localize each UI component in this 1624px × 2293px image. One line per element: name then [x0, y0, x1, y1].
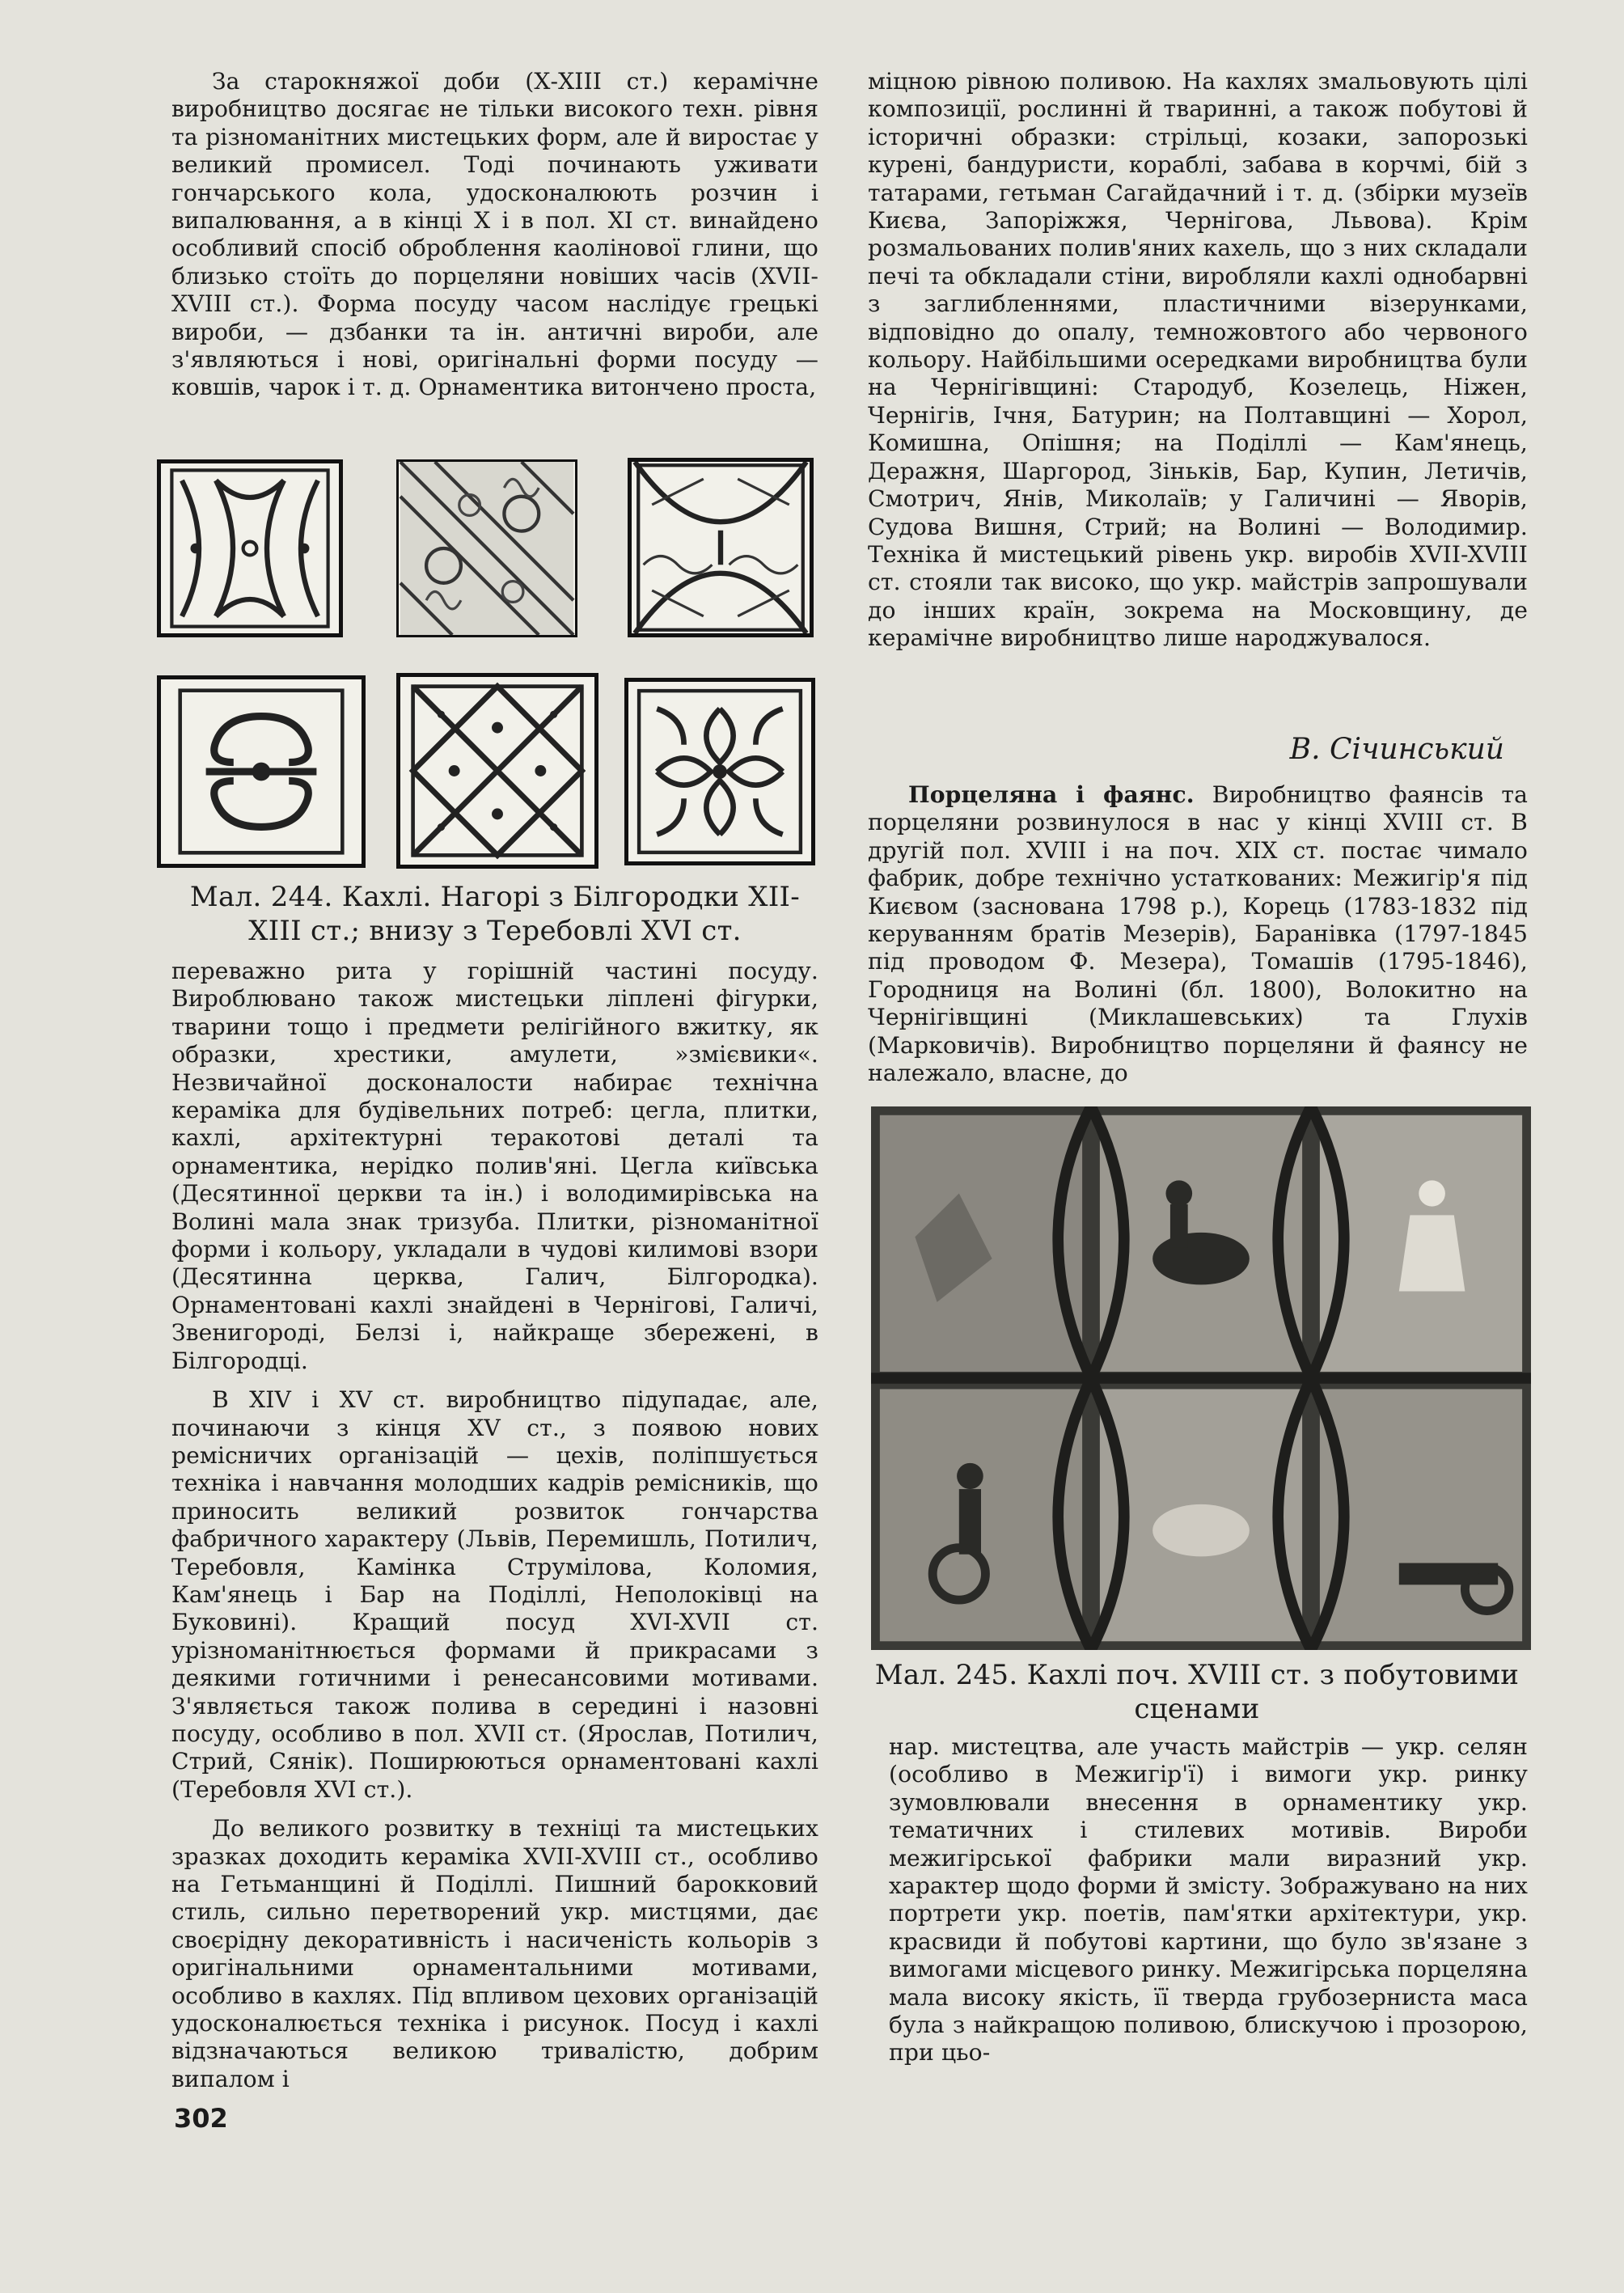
right-column-middle: [868, 781, 1528, 1087]
section-heading-porcelain: Порцеляна і фаянс.: [908, 781, 1195, 808]
tile-belgorodka-2: [396, 459, 577, 637]
paragraph-right-2: [868, 781, 1528, 1087]
tile-terebovlia-2: [396, 673, 598, 869]
tile-ornament-floral-rosette: [628, 682, 811, 861]
tile-belgorodka-1: [157, 459, 343, 637]
figure-245-photo: [871, 1106, 1531, 1650]
tile-belgorodka-3: [628, 458, 814, 637]
tile-ornament-arches: [161, 463, 339, 633]
right-column-top: [868, 68, 1528, 653]
tile-ornament-scroll-cross: [161, 679, 362, 864]
paragraph-right-1: міцною рівною поливою. На кахлях змальовують цілі композиції, рослинні й тваринні, а також побутові й історичні образки: стрільці, козаки, запорозькі курені, бандуристи, кораблі, забава в корчмі, бій з татарами, гетьман Сагайдачний і т. д. (збірки музеїв Києва, Запоріжжя, Чернігова, Львова). Крім розмальованих полив'яних кахель, що з них складали печі та обкладали стіни, виробляли кахлі однобарвні з заглибленнями, пластичними візерунками, відповідно до опалу, темножовтого або червоного кольору. Найбільшими осередками виробництва були на Чернігівщині: Стародуб, Козелець, Ніжен, Чернігів, Ічня, Батурин; на Полтавщині — Хорол, Комишна, Опішня; на Поділлі — Кам'янець, Деражня, Шаргород, Зіньків, Бар, Купин, Летичів, Смотрич, Янів, Миколаїв; у Галичині — Яворів, Судова Вишня, Стрий; на Волині — Володимир. Техніка й мистецький рівень укр. виробів XVII-XVIII ст. стояли так високо, що укр. майстрів запрошували до інших країн, зокрема на Московщину, де керамічне виробництво лише народжувалося.: [868, 68, 1528, 652]
tile-terebovlia-1: [157, 675, 366, 868]
tile-ornament-fan: [632, 462, 810, 633]
paragraph-right-3: нар. мистецтва, але участь майстрів — укр. селян (особливо в Межигір'ї) і вимоги укр. ринку зумовлювали внесення в орнаментику укр. тематичних і стилевих мотивів. Вироби межигірської фабрики мали виразний укр. характер щодо форми й змісту. Зображувано на них портрети укр. поетів, пам'ятки архітектури, укр. красвиди й побутові картини, що було зв'язане з вимогами місцевого ринку. Межигірська порцеляна мала високу якість, її тверда грубозерниста маса була з найкращою поливою, блискучою і прозорою, при цьо-: [889, 1733, 1528, 2067]
paragraph-left-4: До великого розвитку в техніці та мистецьких зразках доходить кераміка XVII-XVIII ст., особливо на Гетьманщині й Поділлі. Пишний барокковий стиль, сильно перетворений укр. мистцями, дає своєрідну декоративність і насиченість кольорів з оригінальними орнаментальними мотивами, особливо в кахлях. Під впливом цехових організацій удосконалюється техніка і рисунок. Посуд і кахлі відзначаються великою тривалістю, добрим випалом і: [171, 1815, 818, 2092]
right-column-bottom: [889, 1733, 1528, 2067]
paragraph-left-3: В XIV і XV ст. виробництво підупадає, але, починаючи з кінця XV ст., з появою нових ремісничих організацій — цехів, поліпшується техніка і навчання молодших кадрів ремісників, що приносить великий розвиток гончарства фабричного характеру (Львів, Перемишль, Потилич, Теребовля, Камінка Струмілова, Коломия, Кам'янець і Бар на Поділлі, Неполоківці на Буковині). Кращий посуд XVI-XVII ст. урізноманітнюється формами й прикрасами з деякими готичними і ренесансовими мотивами. З'являється також полива в середині і назовні посуду, особливо в пол. XVII ст. (Ярослав, Потилич, Стрий, Сянік). Поширюються орнаментовані кахлі (Теребовля XVI ст.).: [171, 1386, 818, 1803]
figure-245-caption: Мал. 245. Кахлі поч. XVIII ст. з побутовими сценами: [874, 1659, 1520, 1725]
tile-ornament-diagonal-floral: [399, 462, 575, 635]
left-column-bottom: [171, 958, 818, 2093]
tile-terebovlia-3: [624, 678, 815, 865]
author-signature: В. Січинський: [1289, 733, 1504, 766]
tile-ornament-lattice: [400, 677, 594, 865]
paragraph-left-1: За старокняжої доби (Х-ХІІІ ст.) керамічне виробництво досягає не тільки високого техн. рівня та різноманітних мистецьких форм, але й виростає у великий промисел. Тоді починають уживати гончарського кола, удосконалюють розчин і випалювання, а в кінці Х і в пол. ХІ ст. винайдено особливий спосіб оброблення каолінової глини, що близько стоїть до порцеляни новіших часів (XVII-XVIII ст.). Форма посуду часом наслідує грецькі вироби, — дзбанки та ін. античні вироби, але з'являються і нові, оригінальні форми посуду — ковшів, чарок і т. д. Орнаментика витончено проста,: [171, 68, 818, 401]
paragraph-right-2-text: Виробництво фаянсів та порцеляни розвинулося в нас у кінці XVIII ст. В другій пол. XVIII і на поч. XIX ст. постає чимало фабрик, добре технічно устаткованих: Межигір'я під Києвом (заснована 1798 р.), Корець (1783-1832 під керуванням братів Мезерів), Баранівка (1797-1845 під проводом Ф. Мезера), Томашів (1795-1846), Городниця на Волині (бл. 1800), Волокитно на Чернігівщині (Миклашевських) та Глухів (Марковичів). Виробництво порцеляни й фаянсу не належало, власне, до: [868, 781, 1528, 1087]
paragraph-left-2: переважно рита у горішній частині посуду. Вироблювано також мистецьки ліплені фігурки, тварини тощо і предмети релігійного вжитку, як образки, хрестики, амулети, »змієвики«. Незвичайної досконалости набирає технічна кераміка для будівельних потреб: цегла, плитки, кахлі, архітектурні теракотові деталі та орнаментика, нерідко полив'яні. Цегла київська (Десятинної церкви та ін.) і володимирівська на Волині мала знак тризуба. Плитки, різноманітної форми і кольору, укладали в чудові килимові взори (Десятинна церква, Галич, Білгородка). Орнаментовані кахлі знайдені в Чернігові, Галичі, Звенигороді, Белзі і, найкраще збережені, в Білгородці.: [171, 958, 818, 1374]
figure-244-caption: Мал. 244. Кахлі. Нагорі з Білгородки XII-XIII ст.; внизу з Теребовлі XVI ст.: [189, 881, 801, 947]
page-number: 302: [174, 2103, 228, 2134]
tile-scenes-image: [871, 1106, 1531, 1650]
left-column-top: [171, 68, 818, 402]
